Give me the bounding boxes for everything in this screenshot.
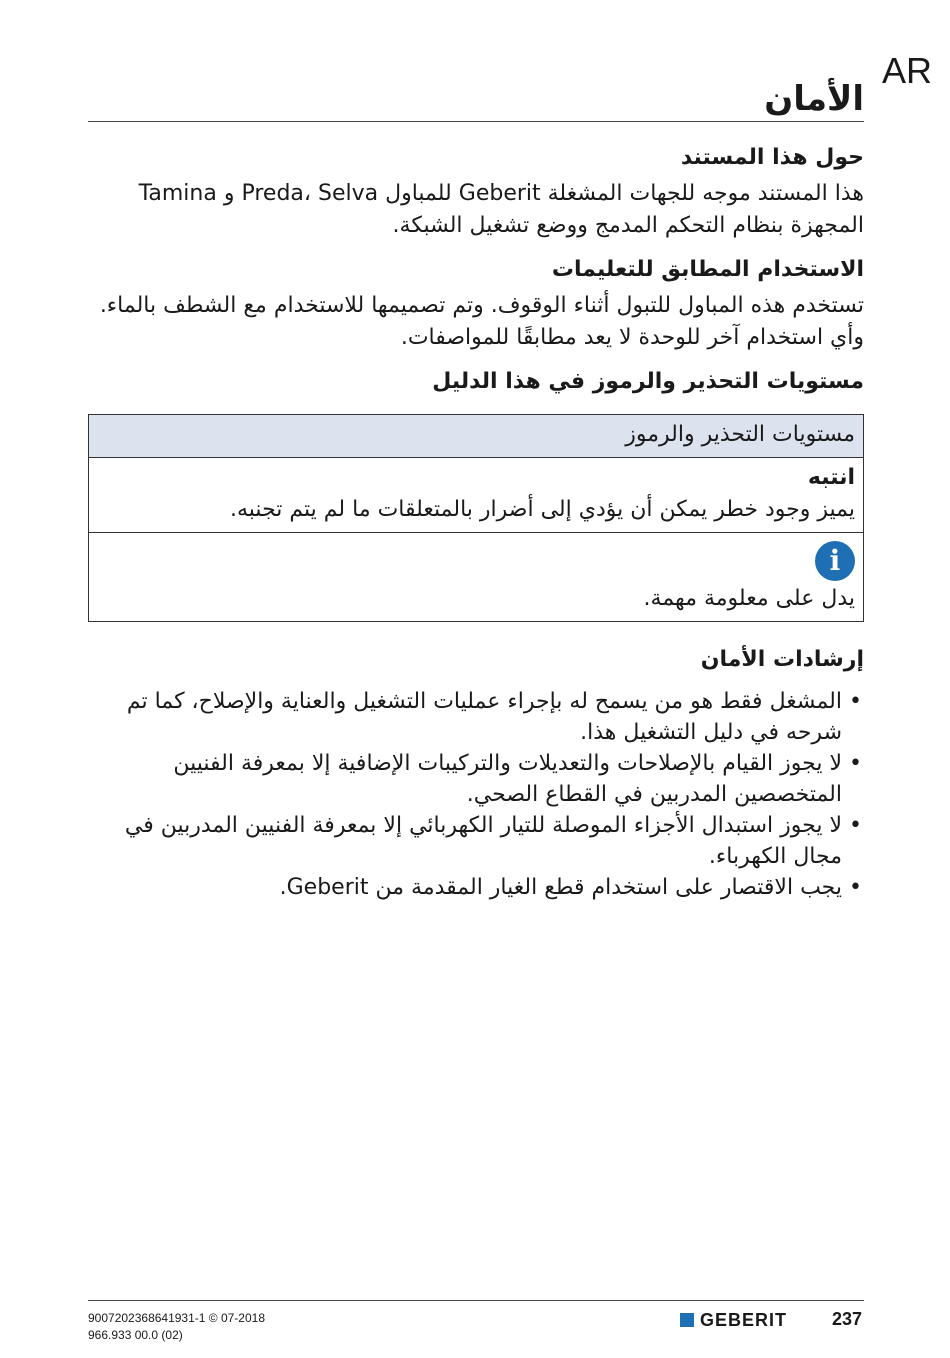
language-tag: AR bbox=[881, 50, 932, 91]
title-divider bbox=[88, 121, 864, 122]
list-item: • المشغل فقط هو من يسمح له بإجراء عمليات التشغيل والعناية والإصلاح، كما تم شرحه في دليل التشغيل هذا. bbox=[88, 686, 842, 748]
table-row bbox=[89, 533, 864, 622]
warning-levels-table bbox=[88, 414, 864, 622]
page-number: 237 bbox=[831, 1309, 862, 1329]
main-content bbox=[88, 138, 864, 903]
brand-logo bbox=[680, 1310, 787, 1330]
attention-description: يميز وجود خطر يمكن أن يؤدي إلى أضرار بالمتعلقات ما لم يتم تجنبه. bbox=[230, 497, 855, 522]
table-row bbox=[89, 458, 864, 533]
intended-use-heading: الاستخدام المطابق للتعليمات bbox=[551, 257, 864, 282]
list-item: • لا يجوز القيام بالإصلاحات والتعديلات والتركيبات الإضافية إلا بمعرفة الفنيين المتخصصين المدربين في القطاع الصحي. bbox=[88, 748, 842, 810]
footer-doc-number: 966.933 00.0 (02) bbox=[88, 1328, 183, 1342]
safety-heading: إرشادات الأمان bbox=[700, 647, 864, 672]
page-title: الأمان bbox=[764, 79, 864, 119]
attention-signal-word: انتبه bbox=[807, 465, 855, 490]
safety-list bbox=[88, 686, 864, 903]
table-header-row bbox=[89, 415, 864, 458]
about-text: هذا المستند موجه للجهات المشغلة Geberit للمباول Preda، Selva و Tamina المجهزة بنظام التحكم المدمج ووضع تشغيل الشبكة. bbox=[138, 181, 864, 238]
info-cell bbox=[89, 533, 864, 622]
brand-square-icon bbox=[680, 1313, 694, 1327]
table-header-cell: مستويات التحذير والرموز bbox=[89, 415, 864, 458]
info-description: يدل على معلومة مهمة. bbox=[643, 586, 855, 611]
list-item: • لا يجوز استبدال الأجزاء الموصلة للتيار الكهربائي إلا بمعرفة الفنيين المدربين في مجال الكهرباء. bbox=[88, 810, 842, 872]
list-item: • يجب الاقتصار على استخدام قطع الغيار المقدمة من Geberit. bbox=[88, 872, 842, 903]
footer-doc-id: 9007202368641931-1 © 07-2018 bbox=[88, 1311, 265, 1325]
info-icon: i bbox=[815, 541, 855, 581]
footer-divider bbox=[88, 1300, 864, 1301]
attention-cell bbox=[89, 458, 864, 533]
footer-doc-info bbox=[88, 1310, 265, 1344]
warning-levels-heading: مستويات التحذير والرموز في هذا الدليل bbox=[432, 369, 864, 394]
brand-name: GEBERIT bbox=[700, 1309, 788, 1330]
intended-use-text: تستخدم هذه المباول للتبول أثناء الوقوف. وتم تصميمها للاستخدام مع الشطف بالماء. وأي استخدام آخر للوحدة لا يعد مطابقًا للمواصفات. bbox=[99, 293, 864, 350]
about-heading: حول هذا المستند bbox=[680, 145, 864, 170]
